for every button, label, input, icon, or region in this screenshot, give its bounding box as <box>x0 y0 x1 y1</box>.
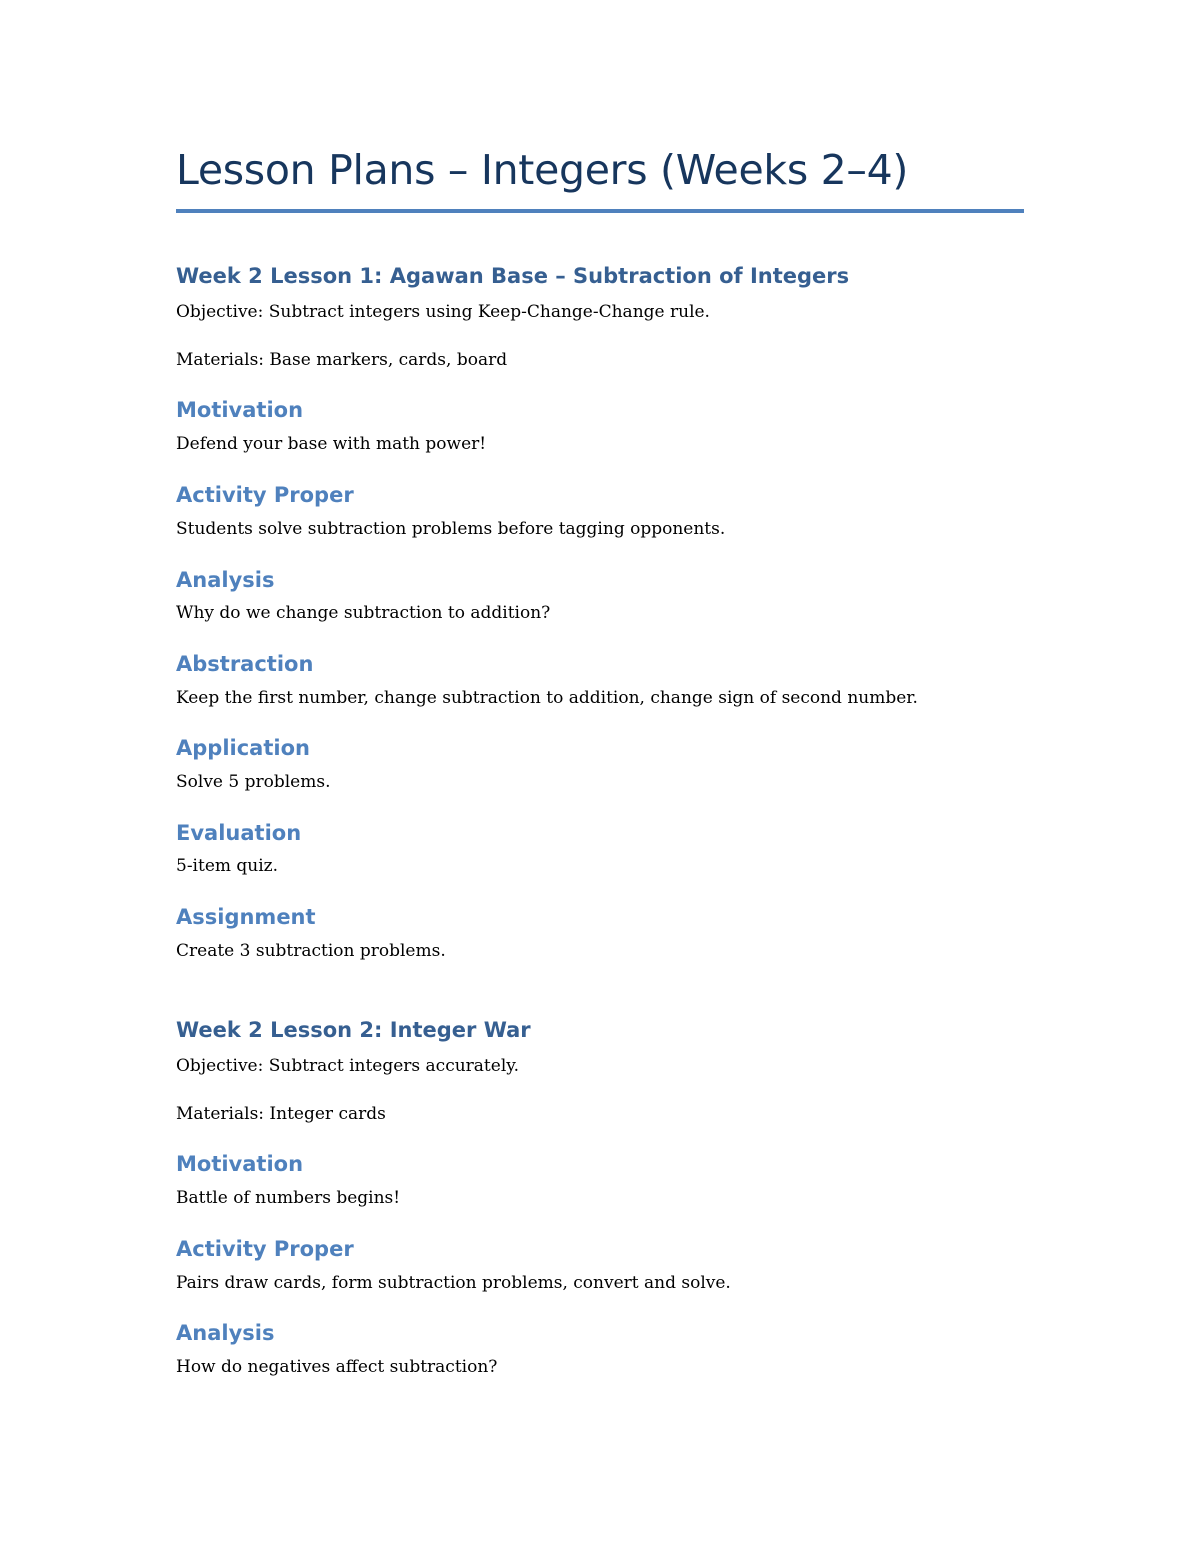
lesson-heading: Week 2 Lesson 1: Agawan Base – Subtraction of Integers <box>176 264 850 288</box>
section-heading-evaluation: Evaluation <box>176 821 302 845</box>
section-heading-activity-proper: Activity Proper <box>176 483 354 507</box>
section-text: Students solve subtraction problems before tagging opponents. <box>176 519 726 539</box>
section-text: Battle of numbers begins! <box>176 1188 401 1208</box>
lesson-materials: Materials: Base markers, cards, board <box>176 350 508 370</box>
section-heading-activity-proper: Activity Proper <box>176 1237 354 1261</box>
section-text: Create 3 subtraction problems. <box>176 941 446 961</box>
section-text: Defend your base with math power! <box>176 434 487 454</box>
section-heading-abstraction: Abstraction <box>176 652 314 676</box>
lesson-objective: Objective: Subtract integers accurately. <box>176 1056 520 1076</box>
section-text: Why do we change subtraction to addition? <box>176 603 551 623</box>
section-heading-assignment: Assignment <box>176 905 316 929</box>
section-heading-application: Application <box>176 736 310 760</box>
section-heading-analysis: Analysis <box>176 568 275 592</box>
title-underline <box>176 209 1024 213</box>
lesson-materials: Materials: Integer cards <box>176 1104 386 1124</box>
document-title: Lesson Plans – Integers (Weeks 2–4) <box>176 146 909 194</box>
lesson-heading: Week 2 Lesson 2: Integer War <box>176 1018 531 1042</box>
section-text: Pairs draw cards, form subtraction problems, convert and solve. <box>176 1273 731 1293</box>
section-text: How do negatives affect subtraction? <box>176 1357 498 1377</box>
section-heading-analysis: Analysis <box>176 1321 275 1345</box>
section-heading-motivation: Motivation <box>176 398 304 422</box>
lesson-objective: Objective: Subtract integers using Keep-Change-Change rule. <box>176 302 710 322</box>
section-heading-motivation: Motivation <box>176 1152 304 1176</box>
section-text: Keep the first number, change subtraction to addition, change sign of second number. <box>176 688 918 708</box>
section-text: 5-item quiz. <box>176 856 279 876</box>
section-text: Solve 5 problems. <box>176 772 331 792</box>
